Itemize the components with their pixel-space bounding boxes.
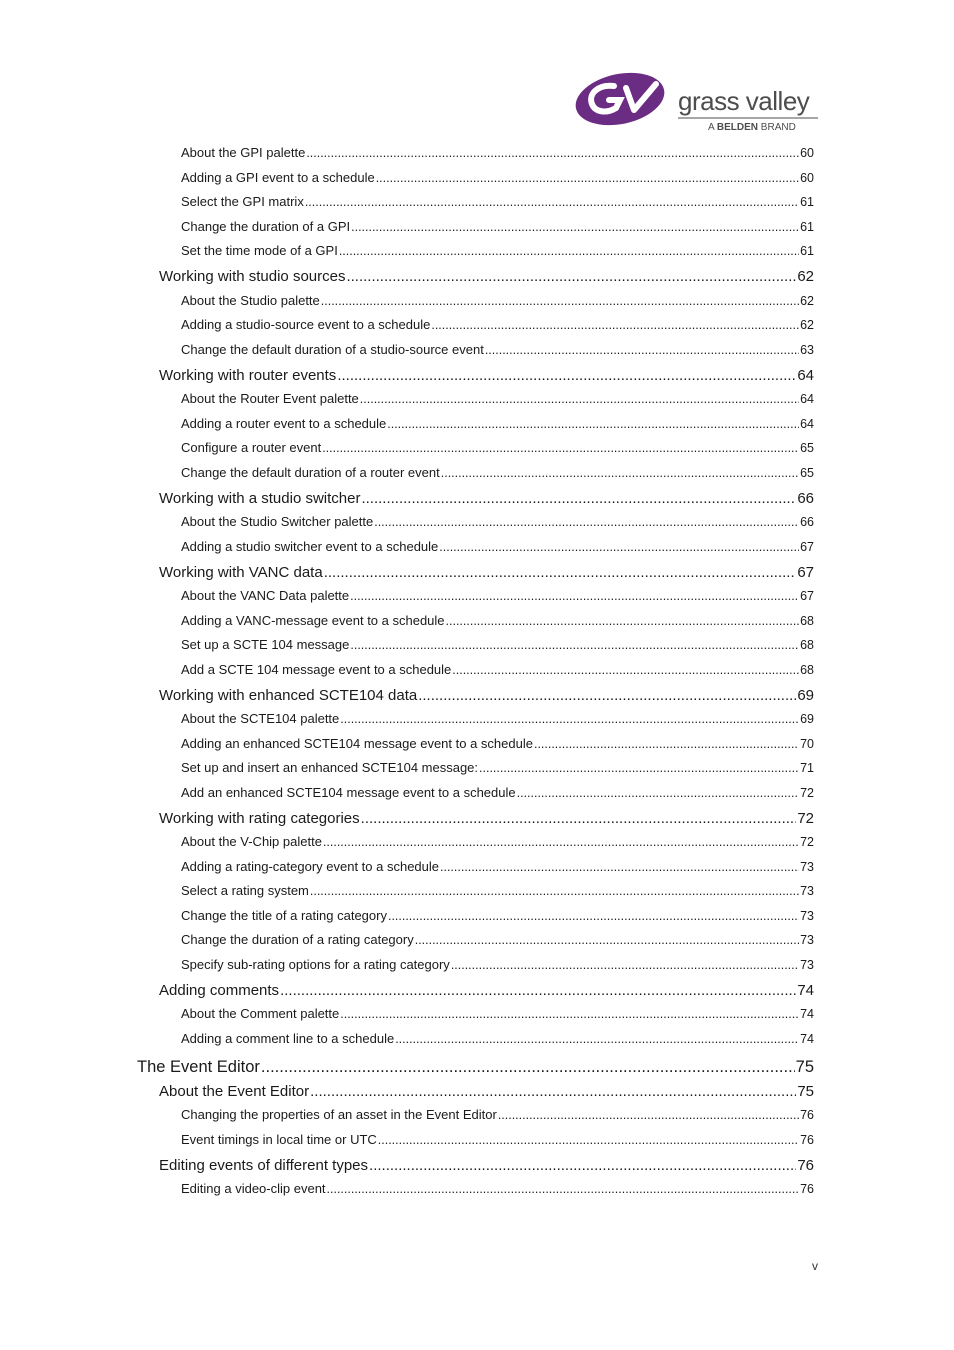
toc-leader-dots — [361, 810, 797, 827]
toc-entry[interactable] — [181, 440, 814, 455]
toc-leader-dots — [360, 392, 799, 406]
toc-leader-dots — [374, 515, 799, 529]
toc-entry-page: 66 — [797, 489, 814, 507]
toc-leader-dots — [324, 564, 797, 581]
toc-entry[interactable] — [181, 465, 814, 480]
toc-entry-title: Select the GPI matrix — [181, 194, 304, 209]
toc-entry[interactable] — [181, 243, 814, 258]
toc-leader-dots — [350, 638, 799, 652]
toc-entry-page: 74 — [797, 981, 814, 999]
toc-entry[interactable] — [181, 342, 814, 357]
toc-leader-dots — [310, 1083, 796, 1100]
toc-entry-page: 75 — [795, 1057, 814, 1076]
toc-leader-dots — [310, 884, 799, 898]
toc-leader-dots — [337, 367, 796, 384]
toc-leader-dots — [534, 737, 799, 751]
toc-leader-dots — [498, 1108, 799, 1122]
toc-entry[interactable] — [181, 834, 814, 849]
toc-leader-dots — [340, 712, 799, 726]
toc-entry[interactable] — [181, 293, 814, 308]
toc-entry-title: Adding a rating-category event to a schedule — [181, 858, 440, 874]
toc-leader-dots — [351, 220, 799, 234]
toc-entry-title: Adding a studio switcher event to a schedule — [181, 538, 439, 554]
toc-leader-dots — [339, 244, 799, 258]
toc-leader-dots — [439, 540, 799, 554]
toc-entry-page: 67 — [800, 539, 814, 554]
toc-entry[interactable] — [159, 810, 814, 827]
toc-leader-dots — [323, 835, 799, 849]
toc-entry-page: 65 — [800, 441, 814, 455]
toc-entry-title: Event timings in local time or UTC — [181, 1131, 377, 1147]
toc-entry-page: 68 — [800, 613, 814, 628]
toc-entry-title: Working with studio sources — [159, 268, 346, 285]
brand-tagline: A BELDEN BRAND — [708, 122, 796, 133]
toc-entry-page: 76 — [800, 1108, 814, 1122]
toc-entry[interactable] — [181, 539, 814, 554]
toc-entry-page: 73 — [800, 933, 814, 947]
toc-entry[interactable] — [181, 785, 814, 800]
toc-leader-dots — [340, 1007, 799, 1021]
toc-entry-page: 70 — [800, 736, 814, 751]
toc-entry-page: 75 — [797, 1082, 814, 1100]
toc-entry-page: 73 — [800, 884, 814, 898]
toc-entry[interactable] — [181, 170, 814, 185]
toc-entry[interactable] — [159, 687, 814, 704]
toc-entry-title: About the Event Editor — [159, 1082, 310, 1100]
toc-leader-dots — [415, 933, 799, 947]
toc-entry-page: 71 — [800, 761, 814, 775]
toc-entry-title: About the Studio Switcher palette — [181, 514, 374, 529]
toc-entry[interactable] — [181, 1107, 814, 1122]
toc-leader-dots — [378, 1133, 799, 1147]
toc-entry-page: 72 — [800, 835, 814, 849]
toc-leader-dots — [369, 1157, 796, 1174]
toc-entry[interactable] — [181, 588, 814, 603]
toc-leader-dots — [452, 663, 799, 677]
toc-entry-title: About the Router Event palette — [181, 391, 359, 406]
toc-leader-dots — [305, 195, 799, 209]
toc-entry-title: Changing the properties of an asset in the Event Editor — [181, 1107, 497, 1122]
toc-entry-title: About the GPI palette — [181, 145, 306, 160]
toc-leader-dots — [418, 687, 796, 704]
toc-entry-page: 72 — [800, 785, 814, 800]
toc-entry-title: Working with enhanced SCTE104 data — [159, 686, 418, 704]
toc-entry[interactable] — [159, 367, 814, 384]
toc-leader-dots — [346, 268, 796, 285]
toc-leader-dots — [395, 1032, 799, 1046]
toc-entry-title: Change the duration of a GPI — [181, 218, 351, 234]
toc-entry-page: 62 — [800, 293, 814, 308]
toc-entry[interactable] — [181, 760, 814, 775]
toc-entry-page: 62 — [797, 268, 814, 285]
toc-entry[interactable] — [181, 613, 814, 628]
toc-entry-title: Working with a studio switcher — [159, 489, 361, 507]
toc-entry-page: 66 — [800, 515, 814, 529]
toc-entry-title: Adding a studio-source event to a schedule — [181, 317, 431, 332]
toc-leader-dots — [387, 417, 799, 431]
toc-entry-title: Change the duration of a rating category — [181, 932, 414, 947]
toc-entry-title: About the V-Chip palette — [181, 834, 322, 849]
toc-entry[interactable] — [181, 736, 814, 751]
toc-entry-page: 76 — [800, 1132, 814, 1147]
toc-entry-page: 67 — [800, 589, 814, 603]
toc-entry[interactable] — [181, 883, 814, 898]
toc-entry-title: About the Comment palette — [181, 1006, 340, 1021]
toc-entry-page: 73 — [800, 957, 814, 972]
toc-entry[interactable] — [181, 145, 814, 160]
toc-entry-page: 60 — [800, 146, 814, 160]
toc-entry-title: Set the time mode of a GPI — [181, 243, 338, 258]
brand-name: grass valley — [678, 86, 810, 116]
toc-entry-title: Add a SCTE 104 message event to a schedule — [181, 661, 452, 677]
toc-entry-title: Adding a comment line to a schedule — [181, 1030, 395, 1046]
toc-entry[interactable] — [159, 982, 814, 999]
toc-entry-title: Adding a VANC-message event to a schedule — [181, 612, 445, 628]
toc-entry[interactable] — [137, 1058, 814, 1077]
toc-entry[interactable] — [181, 859, 814, 874]
toc-entry[interactable] — [181, 219, 814, 234]
toc-entry-page: 76 — [797, 1156, 814, 1174]
toc-entry[interactable] — [181, 908, 814, 923]
toc-entry[interactable] — [181, 711, 814, 726]
toc-entry-page: 68 — [800, 638, 814, 652]
toc-entry[interactable] — [181, 957, 814, 972]
toc-entry-page: 73 — [800, 859, 814, 874]
toc-entry[interactable] — [159, 1157, 814, 1174]
toc-entry-title: Set up a SCTE 104 message — [181, 637, 350, 652]
toc-entry-page: 67 — [797, 563, 814, 581]
toc-entry-title: Editing a video-clip event — [181, 1181, 326, 1196]
toc-entry-page: 74 — [800, 1031, 814, 1046]
toc-leader-dots — [261, 1058, 795, 1077]
toc-entry-title: Change the title of a rating category — [181, 907, 387, 923]
toc-entry-page: 72 — [797, 809, 814, 827]
toc-leader-dots — [446, 614, 800, 628]
toc-entry-page: 69 — [797, 686, 814, 704]
toc-entry-title: Set up and insert an enhanced SCTE104 message: — [181, 760, 479, 775]
toc-entry-page: 64 — [797, 366, 814, 384]
toc-leader-dots — [431, 318, 799, 332]
toc-entry-title: About the Studio palette — [181, 292, 320, 308]
toc-entry-page: 63 — [800, 342, 814, 357]
toc-leader-dots — [517, 786, 799, 800]
toc-entry-title: Working with VANC data — [159, 563, 323, 581]
toc-entry-page: 61 — [800, 244, 814, 258]
toc-entry-title: The Event Editor — [137, 1057, 260, 1076]
toc-entry-page: 64 — [800, 392, 814, 406]
toc-entry-page: 60 — [800, 170, 814, 185]
toc-entry-page: 65 — [800, 465, 814, 480]
toc-entry-title: Configure a router event — [181, 440, 322, 455]
page-number: v — [812, 1259, 818, 1273]
toc-leader-dots — [388, 909, 799, 923]
toc-entry-page: 74 — [800, 1007, 814, 1021]
toc-entry-title: About the VANC Data palette — [181, 588, 350, 603]
toc-entry-page: 61 — [800, 219, 814, 234]
toc-leader-dots — [361, 490, 796, 507]
toc-entry-page: 73 — [800, 908, 814, 923]
toc-entry[interactable] — [181, 391, 814, 406]
toc-entry-title: Adding comments — [159, 981, 280, 999]
toc-entry[interactable] — [181, 932, 814, 947]
toc-leader-dots — [321, 294, 799, 308]
toc-entry-title: Specify sub-rating options for a rating category — [181, 956, 450, 972]
toc-entry-page: 64 — [800, 416, 814, 431]
toc-entry-title: Change the default duration of a router event — [181, 464, 440, 480]
toc-entry-title: Editing events of different types — [159, 1156, 369, 1174]
toc-entry[interactable] — [181, 1006, 814, 1021]
toc-entry-title: Adding a GPI event to a schedule — [181, 169, 375, 185]
toc-entry[interactable] — [181, 637, 814, 652]
toc-entry[interactable] — [159, 564, 814, 581]
toc-entry[interactable] — [181, 416, 814, 431]
toc-leader-dots — [350, 589, 799, 603]
toc-leader-dots — [327, 1182, 800, 1196]
toc-entry-title: Working with rating categories — [159, 809, 360, 827]
toc-leader-dots — [451, 958, 799, 972]
toc-entry-title: Select a rating system — [181, 883, 309, 898]
toc-entry-page: 61 — [800, 195, 814, 209]
grass-valley-logo — [574, 72, 820, 134]
toc-entry[interactable] — [181, 1031, 814, 1046]
toc-entry[interactable] — [181, 194, 814, 209]
toc-entry-title: Adding a router event to a schedule — [181, 415, 387, 431]
toc-leader-dots — [479, 761, 799, 775]
toc-entry-page: 62 — [800, 318, 814, 332]
toc-entry[interactable] — [159, 1083, 814, 1100]
toc-entry[interactable] — [181, 1181, 814, 1196]
toc-entry[interactable] — [181, 317, 814, 332]
toc-entry[interactable] — [181, 514, 814, 529]
toc-entry[interactable] — [181, 1132, 814, 1147]
toc-entry-page: 68 — [800, 662, 814, 677]
toc-entry-title: Add an enhanced SCTE104 message event to a schedule — [181, 784, 516, 800]
toc-leader-dots — [322, 441, 799, 455]
toc-entry[interactable] — [159, 490, 814, 507]
toc-entry-title: About the SCTE104 palette — [181, 711, 340, 726]
toc-leader-dots — [280, 982, 796, 999]
toc-leader-dots — [440, 860, 799, 874]
toc-leader-dots — [376, 171, 799, 185]
toc-entry-page: 69 — [800, 712, 814, 726]
toc-entry-title: Adding an enhanced SCTE104 message event to a schedule — [181, 735, 533, 751]
toc-leader-dots — [441, 466, 799, 480]
toc-entry-title: Change the default duration of a studio-source event — [181, 341, 484, 357]
toc-leader-dots — [306, 146, 799, 160]
toc-entry-page: 76 — [800, 1182, 814, 1196]
toc-entry[interactable] — [159, 268, 814, 285]
toc-entry[interactable] — [181, 662, 814, 677]
toc-leader-dots — [485, 343, 799, 357]
toc-entry-title: Working with router events — [159, 366, 337, 384]
